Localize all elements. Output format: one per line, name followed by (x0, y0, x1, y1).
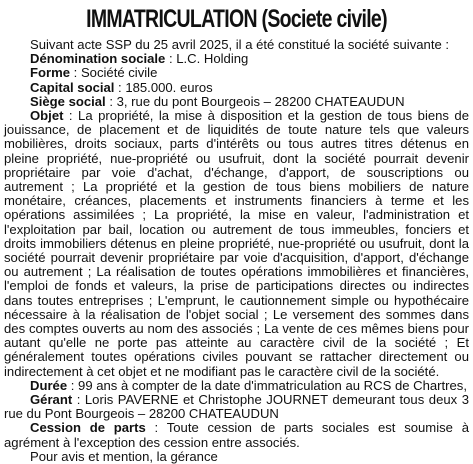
gerant-label: Gérant (30, 392, 73, 408)
closing-value: Pour avis et mention, la gérance (30, 448, 218, 464)
forme-value: : Société civile (70, 65, 158, 81)
forme-field (4, 66, 469, 80)
gerant-field (4, 393, 469, 421)
objet-field (4, 109, 469, 379)
cession-value: : Toute cession de parts sociales est soumise à agrément à l'exception des cession entre associés. (4, 420, 469, 450)
duree-field (4, 379, 469, 393)
capital-field (4, 81, 469, 95)
denomination-label: Dénomination sociale (30, 51, 166, 67)
objet-value: : La propriété, la mise à disposition et la gestion de tous biens de jouissance, de placement et de liquidités de toute nature tels que valeurs mobilières, droits sociaux, parts d'intérêts ou tous autres titres détenus en pleine propriété, nue-propriété ou usufruit, dont la société pourrait devenir propriétaire par voie d'achat, d'échange, d'apport, de souscriptions ou autrement ; La propriété et la gestion de tous biens mobiliers de nature monétaire, créances, placements et instruments financiers à terme et les opérations assimilées ; La propriété, la mise en valeur, l'administration et l'exploitation par bail, location ou autrement de tous immeubles, fonciers et droits immobiliers détenus en pleine propriété, nue-propriété ou usufruit, dont la société pourrait devenir propriétaire par voie d'acquisition, d'apport, d'échange ou autrement ; La réalisation de toutes opérations immobilières et financières, l'emploi de fonds et valeurs, la prise de participations directes ou indirectes dans toutes entreprises ; L'emprunt, le cautionnement simple ou hypothécaire nécessaire à la réalisation de l'objet social ; Le versement des sommes dans des comptes ouverts au nom des associés ; La vente de ces mêmes biens pour autant qu'elle ne porte pas atteinte au caractère civil de la société ; Et généralement toutes opérations civiles pouvant se rattacher directement ou indirectement à cet objet et ne modifiant pas le caractère civil de la société. (4, 108, 469, 379)
capital-label: Capital social (30, 79, 115, 95)
siege-value: : 3, rue du pont Bourgeois – 28200 CHATEAUDUN (105, 93, 405, 109)
closing-text (4, 450, 469, 464)
objet-label: Objet (30, 108, 64, 124)
denomination-value: : L.C. Holding (165, 51, 249, 67)
forme-label: Forme (30, 65, 71, 81)
cession-label: Cession de parts (30, 420, 146, 436)
gerant-value: : Loris PAVERNE et Christophe JOURNET demeurant tous deux 3 rue du Pont Bourgeois – 28200 CHATEAUDUN (4, 392, 469, 422)
cession-field (4, 421, 469, 449)
notice-title: IMMATRICULATION (Societe civile) (86, 5, 387, 33)
denomination-field (4, 52, 469, 66)
duree-label: Durée (30, 377, 68, 393)
capital-value: : 185.000. euros (114, 79, 213, 95)
siege-field (4, 95, 469, 109)
intro-value: Suivant acte SSP du 25 avril 2025, il a été constitué la société suivante : (30, 37, 450, 52)
intro-text (4, 38, 469, 52)
duree-value: : 99 ans à compter de la date d'immatriculation au RCS de Chartres, (67, 377, 467, 393)
siege-label: Siège social (30, 93, 106, 109)
